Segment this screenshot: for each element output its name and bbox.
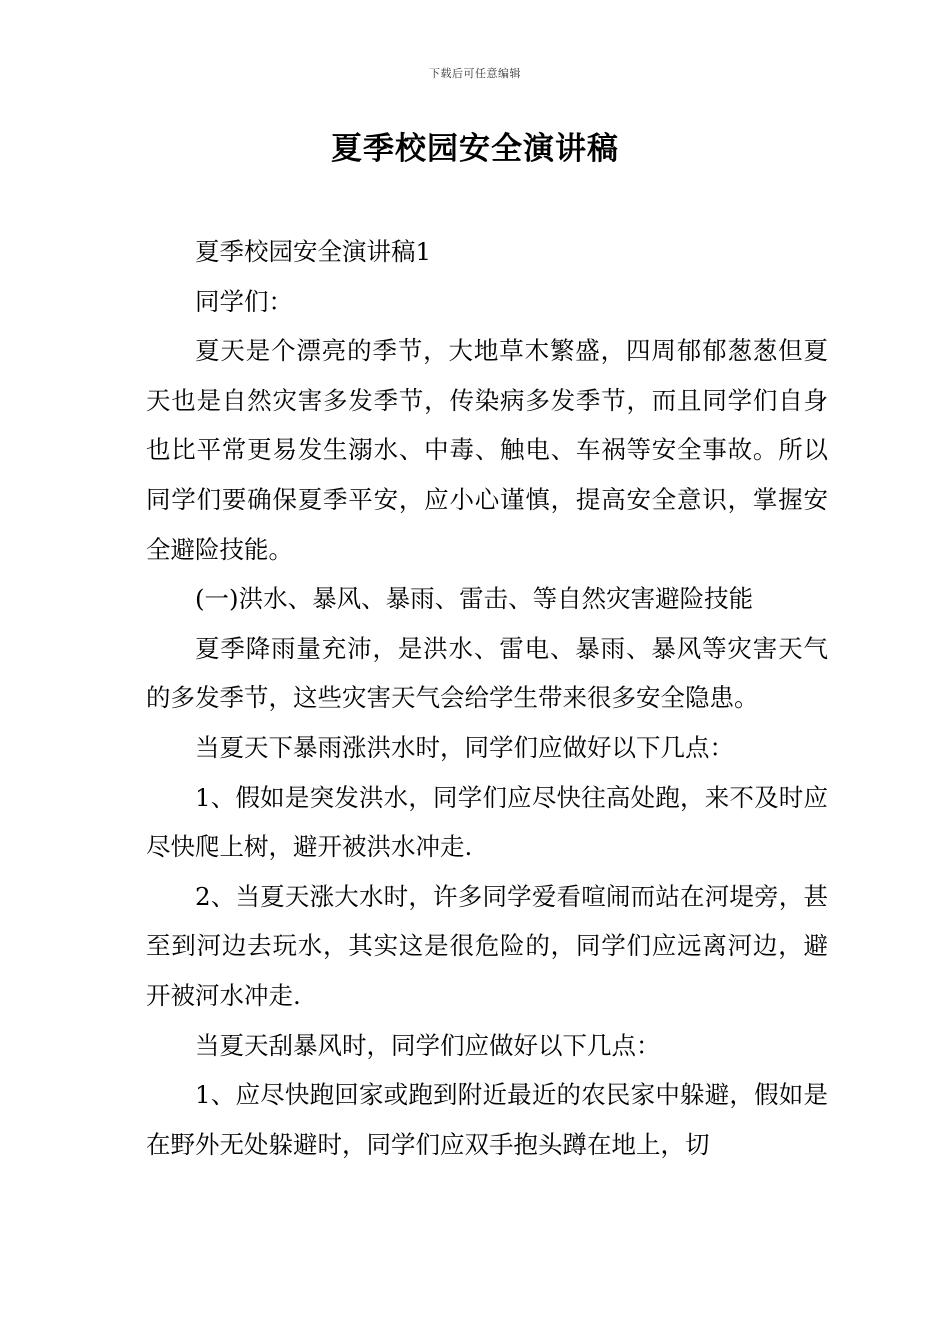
paragraph-flood-lead: 当夏天下暴雨涨洪水时，同学们应做好以下几点： xyxy=(195,732,734,762)
paragraph-greeting: 同学们： xyxy=(195,286,293,316)
paragraph-wind-point-1: 1、应尽快跑回家或跑到附近最近的农民家中躲避，假如是在野外无处躲避时，同学们应双手抱头蹲在地上，切 xyxy=(146,1080,828,1159)
document-body xyxy=(146,227,828,1169)
document-title: 夏季校园安全演讲稿 xyxy=(331,131,619,167)
paragraph-section-heading: (一)洪水、暴风、暴雨、雷击、等自然灾害避险技能 xyxy=(195,584,754,614)
paragraph-intro: 夏天是个漂亮的季节，大地草木繁盛，四周郁郁葱葱但夏天也是自然灾害多发季节，传染病多发季节，而且同学们自身也比平常更易发生溺水、中毒、触电、车祸等安全事故。所以同学们要确保夏季平安，应小心谨慎，提高安全意识，掌握安全避险技能。 xyxy=(146,336,828,564)
paragraph-wind-lead: 当夏天刮暴风时，同学们应做好以下几点： xyxy=(195,1030,661,1060)
paragraph-speech-heading: 夏季校园安全演讲稿1 xyxy=(195,237,432,266)
paragraph-flood-point-2: 2、当夏天涨大水时，许多同学爱看喧闹而站在河堤旁，甚至到河边去玩水，其实这是很危险的，同学们应远离河边，避开被河水冲走. xyxy=(146,881,828,1010)
header-note: 下载后可任意编辑 xyxy=(429,67,521,80)
paragraph-rainfall: 夏季降雨量充沛，是洪水、雷电、暴雨、暴风等灾害天气的多发季节，这些灾害天气会给学生带来很多安全隐患。 xyxy=(146,633,828,713)
paragraph-flood-point-1: 1、假如是突发洪水，同学们应尽快往高处跑，来不及时应尽快爬上树，避开被洪水冲走. xyxy=(146,782,828,862)
